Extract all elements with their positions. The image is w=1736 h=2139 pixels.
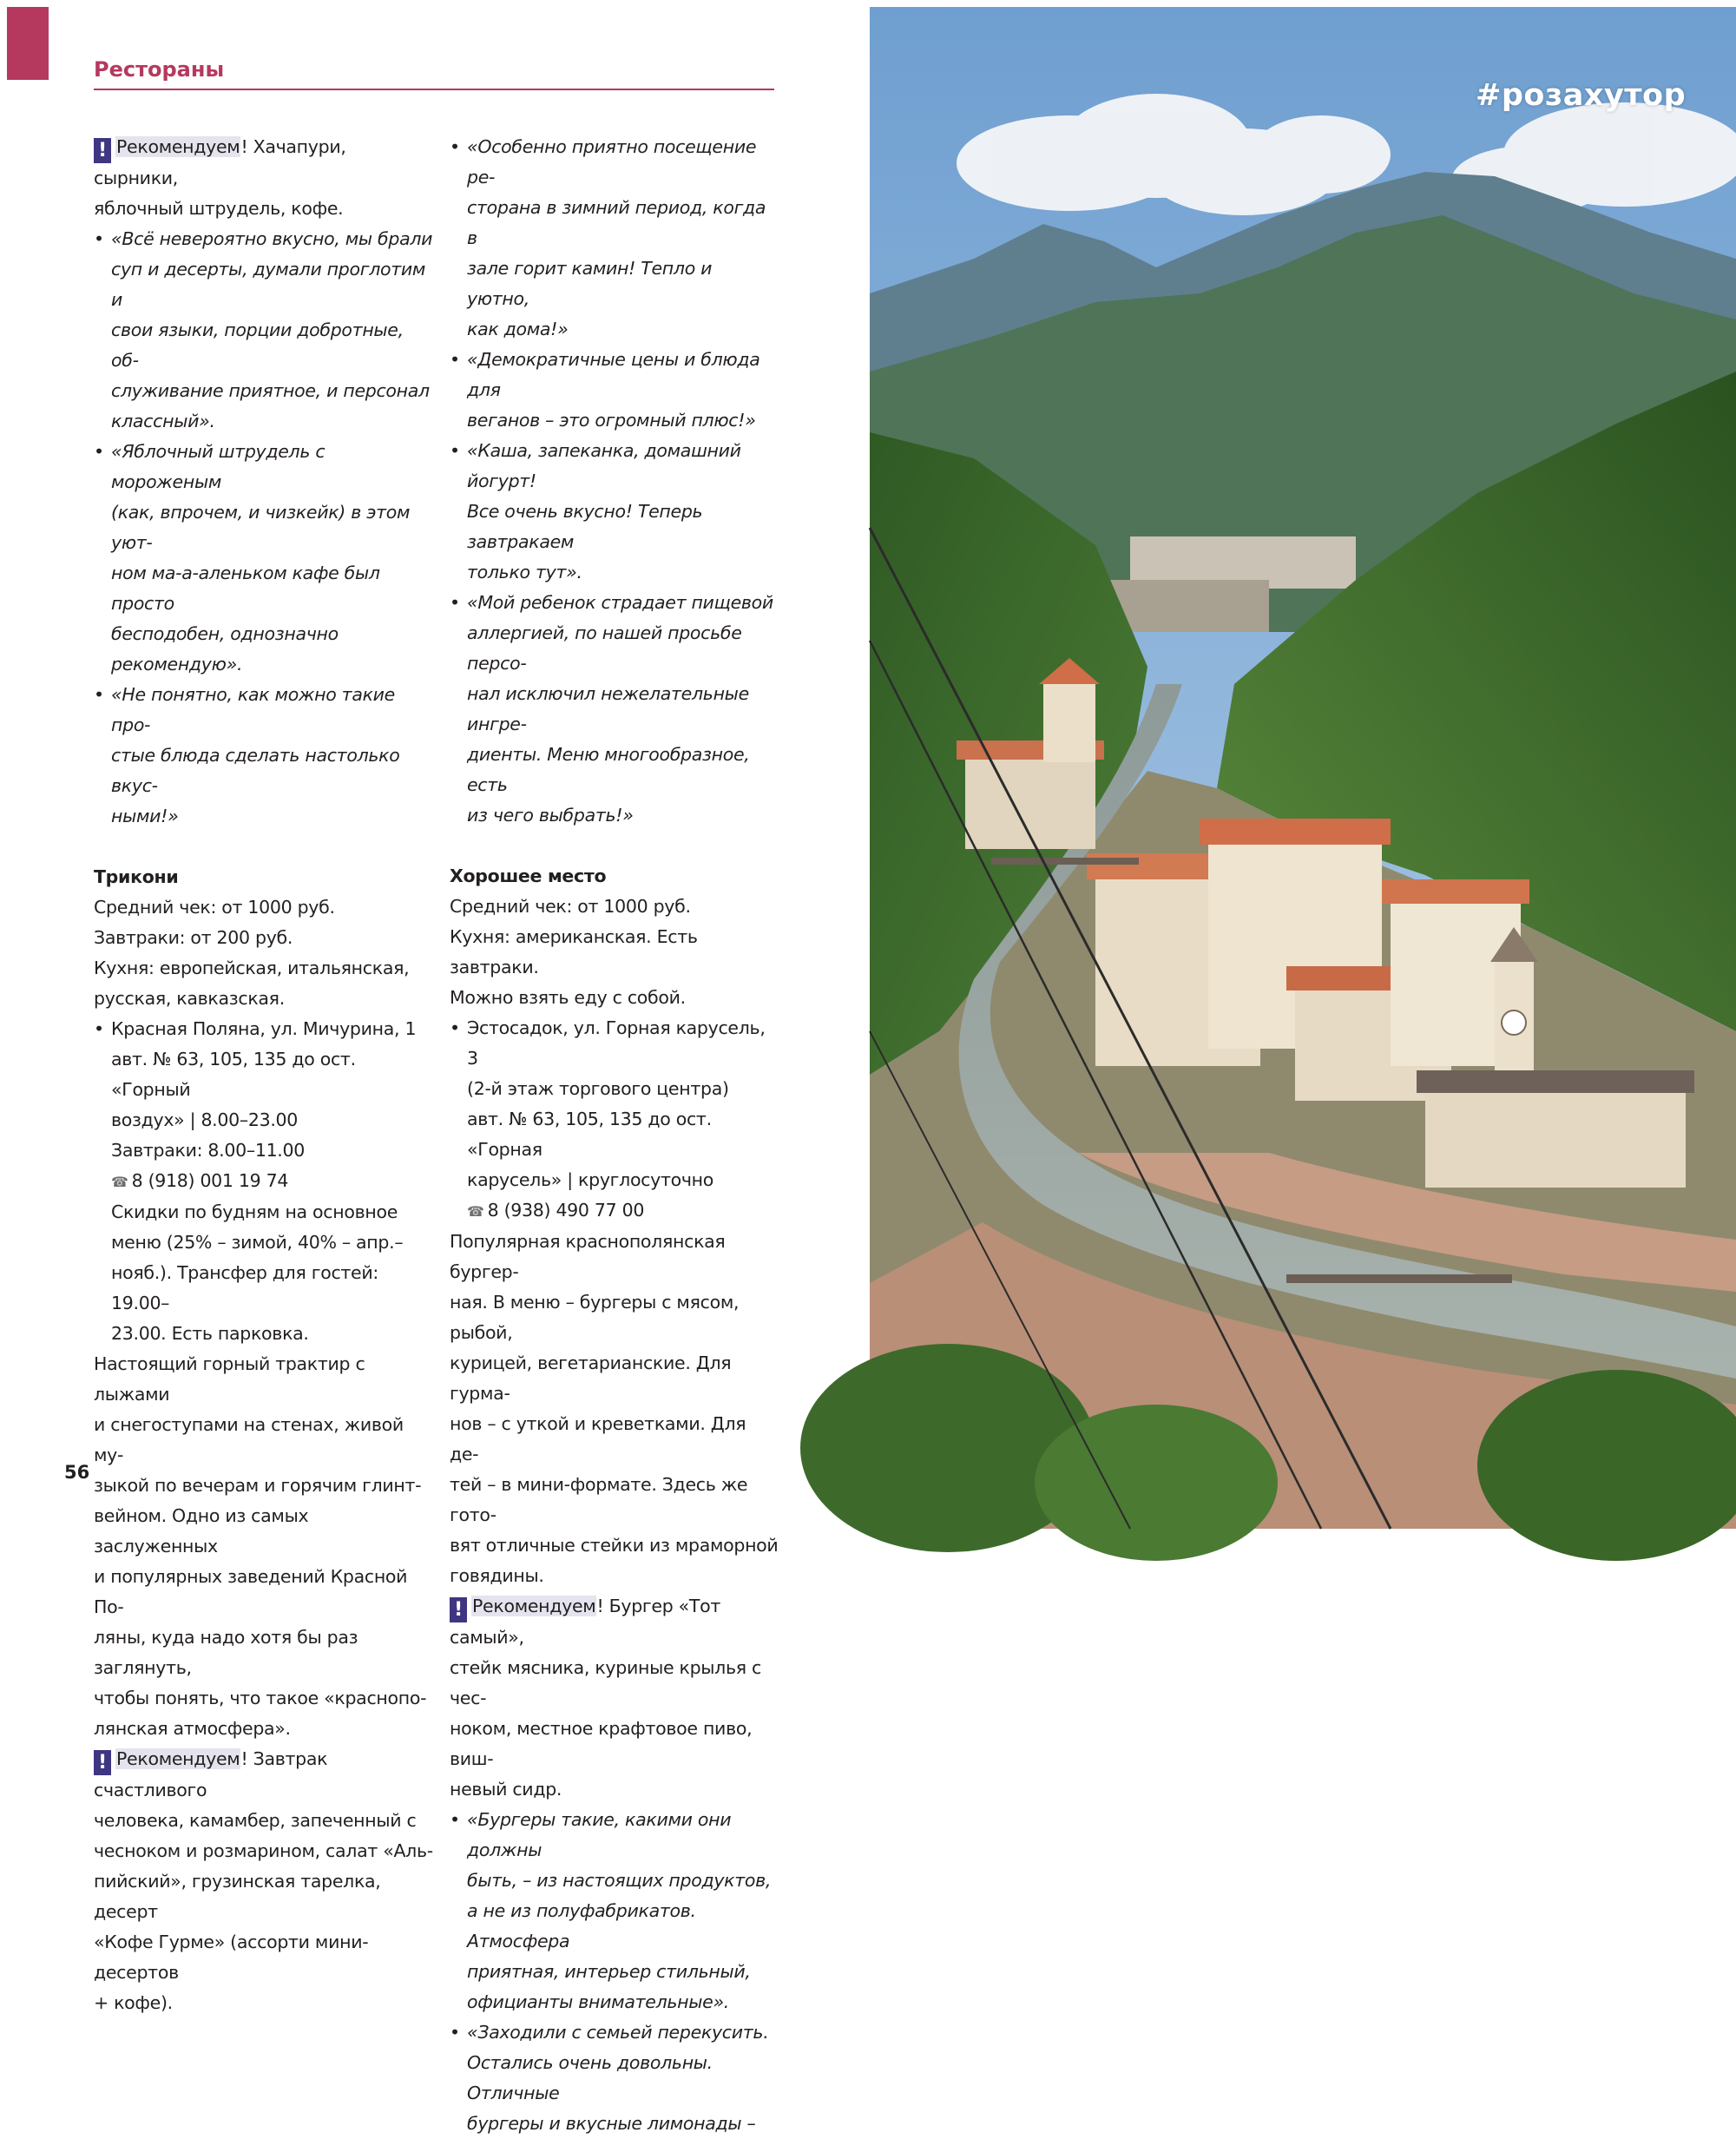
exclamation-icon: ! (94, 1750, 111, 1775)
hashtag: #розахутор (1476, 78, 1687, 113)
left-column: ! Рекомендуем! Хачапури, сырники, яблочный штрудель, кофе. • «Всё невероятно вкусно, мы брали суп и десерты, думали проглотим и свои языки, порции добротные, об- служивание приятное, и персонал классный». • «Яблочный штрудель с мороженым (как, впрочем, и чизкейк) в этом уют- ном ма-а-аленьком кафе был просто бесподобен, однозначно рекомендую». • «Не понятно, как можно такие про- стые блюда сделать настолько вкус- ными!» Трикони Средний чек: от 1000 руб. Завтраки: от 200 руб. Кухня: европейская, итальянская, русская, кавказская. • Красная Поляна, ул. Мичурина, 1 авт. № 63, 105, 135 до ост. «Горный воздух» | 8.00–23.00 Завтраки: 8.00–11.00 ☎ 8 (918) 001 19 74 Скидки по будням на основное меню (25% – зимой, 40% – апр.– нояб.). Трансфер для гостей: 19.00– 23.00. Есть парковка. Настоящий горный трактир с лыжами и снегоступами на стенах, живой му- зыкой по вечерам и горячим глинт- вейном. Одно из самых заслуженных и популярных заведений Красной По- ляны, куда надо хотя бы раз заглянуть, чтобы понять, что такое «краснопо- лянская атмосфера». ! Рекомендуем! Завтрак счастливого человека, камамбер, запеченный с чесноком и розмарином, салат «Аль- пийский», грузинская тарелка, десерт «Кофе Гурме» (ассорти мини-десертов + кофе). (94, 132, 434, 2018)
review-quote: • «Всё невероятно вкусно, мы брали суп и десерты, думали проглотим и свои языки, порции добротные, об- служивание приятное, и персонал классный». (94, 224, 434, 437)
review-quote: • «Каша, запеканка, домашний йогурт! Все очень вкусно! Теперь завтракаем только тут». (450, 436, 779, 588)
info-line: Кухня: европейская, итальянская, (94, 958, 410, 978)
info-line: русская, кавказская. (94, 988, 285, 1009)
exclamation-icon: ! (450, 1597, 467, 1622)
info-line: Кухня: американская. Есть завтраки. (450, 926, 698, 977)
recommend-more: человека, камамбер, запеченный с чесноком и розмарином, салат «Аль- пийский», грузинская тарелка, десерт «Кофе Гурме» (ассорти мини-десертов + кофе). (94, 1810, 433, 2013)
review-quote: • «Яблочный штрудель с мороженым (как, впрочем, и чизкейк) в этом уют- ном ма-а-аленьком кафе был просто бесподобен, однозначно рекомендую». (94, 437, 434, 680)
right-column (450, 132, 779, 2139)
discount-block: Скидки по будням на основное меню (25% – зимой, 40% – апр.– нояб.). Трансфер для гостей: 19.00– 23.00. Есть парковка. (111, 1201, 404, 1344)
description: Популярная краснополянская бургер- ная. В меню – бургеры с мясом, рыбой, курицей, вегетарианские. Для гурма- нов – с уткой и креветками. Для де- тей – в мини-формате. Здесь же гото- вят отличные стейки из мраморной говядины. (450, 1231, 779, 1586)
phone-line: ☎ 8 (918) 001 19 74 (94, 1166, 434, 1197)
review-quote: • «Заходили с семьей перекусить. Остались очень довольны. Отличные бургеры и вкусные лимонады – (450, 2017, 779, 2139)
recommend-label: Рекомендуем (472, 1596, 596, 1616)
info-line: Средний чек: от 1000 руб. (94, 897, 335, 918)
review-quote: • «Не понятно, как можно такие про- стые блюда сделать настолько вкус- ными!» (94, 680, 434, 832)
section-title: Рестораны (94, 57, 225, 82)
phone-icon: ☎ (111, 1174, 128, 1190)
info-line: Завтраки: от 200 руб. (94, 927, 293, 948)
recommend-more: стейк мясника, куриные крылья с чес- ноком, местное крафтовое пиво, виш- невый сидр. (450, 1657, 761, 1800)
recommend-line: ! Рекомендуем! Завтрак счастливого (94, 1748, 328, 1800)
address-block: • Красная Поляна, ул. Мичурина, 1 авт. № 63, 105, 135 до ост. «Горный воздух» | 8.00–23.00 Завтраки: 8.00–11.00 (94, 1014, 434, 1166)
recommend-line: ! Рекомендуем! Бургер «Тот самый», (450, 1596, 720, 1648)
info-line: Средний чек: от 1000 руб. (450, 896, 691, 917)
mountain-valley-photo (870, 7, 1736, 1529)
restaurant-name: Трикони (94, 866, 179, 887)
info-line: Можно взять еду с собой. (450, 987, 686, 1008)
review-quote: • «Бургеры такие, какими они должны быть, – из настоящих продуктов, а не из полуфабрикатов. Атмосфера приятная, интерьер стильный, официанты внимательные». (450, 1805, 779, 2017)
phone-icon: ☎ (467, 1203, 484, 1220)
section-rule (94, 89, 774, 90)
recommend-line: ! Рекомендуем! Хачапури, сырники, (94, 136, 346, 188)
address-block: • Эстосадок, ул. Горная карусель, 3 (2-й этаж торгового центра) авт. № 63, 105, 135 до ост. «Горная карусель» | круглосуточно (450, 1013, 779, 1195)
review-quote: • «Особенно приятно посещение ре- сторана в зимний период, когда в зале горит камин! Тепло и уютно, как дома!» (450, 132, 779, 345)
review-quote: • «Демократичные цены и блюда для веганов – это огромный плюс!» (450, 345, 779, 436)
exclamation-icon: ! (94, 138, 111, 163)
recommend-label: Рекомендуем (116, 1748, 240, 1769)
corner-tab (7, 7, 49, 80)
phone-line: ☎ 8 (938) 490 77 00 (450, 1195, 779, 1227)
review-quote: • «Мой ребенок страдает пищевой аллергией, по нашей просьбе персо- нал исключил нежелательные ингре- диенты. Меню многообразное, есть из чего выбрать!» (450, 588, 779, 831)
page-number: 56 (64, 1462, 90, 1483)
recommend-label: Рекомендуем (116, 136, 240, 157)
description: Настоящий горный трактир с лыжами и снегоступами на стенах, живой му- зыкой по вечерам и горячим глинт- вейном. Одно из самых заслуженных и популярных заведений Красной По- ляны, куда надо хотя бы раз заглянуть, чтобы понять, что такое «краснопо- лянская атмосфера». (94, 1353, 427, 1739)
restaurant-name: Хорошее место (450, 865, 607, 886)
